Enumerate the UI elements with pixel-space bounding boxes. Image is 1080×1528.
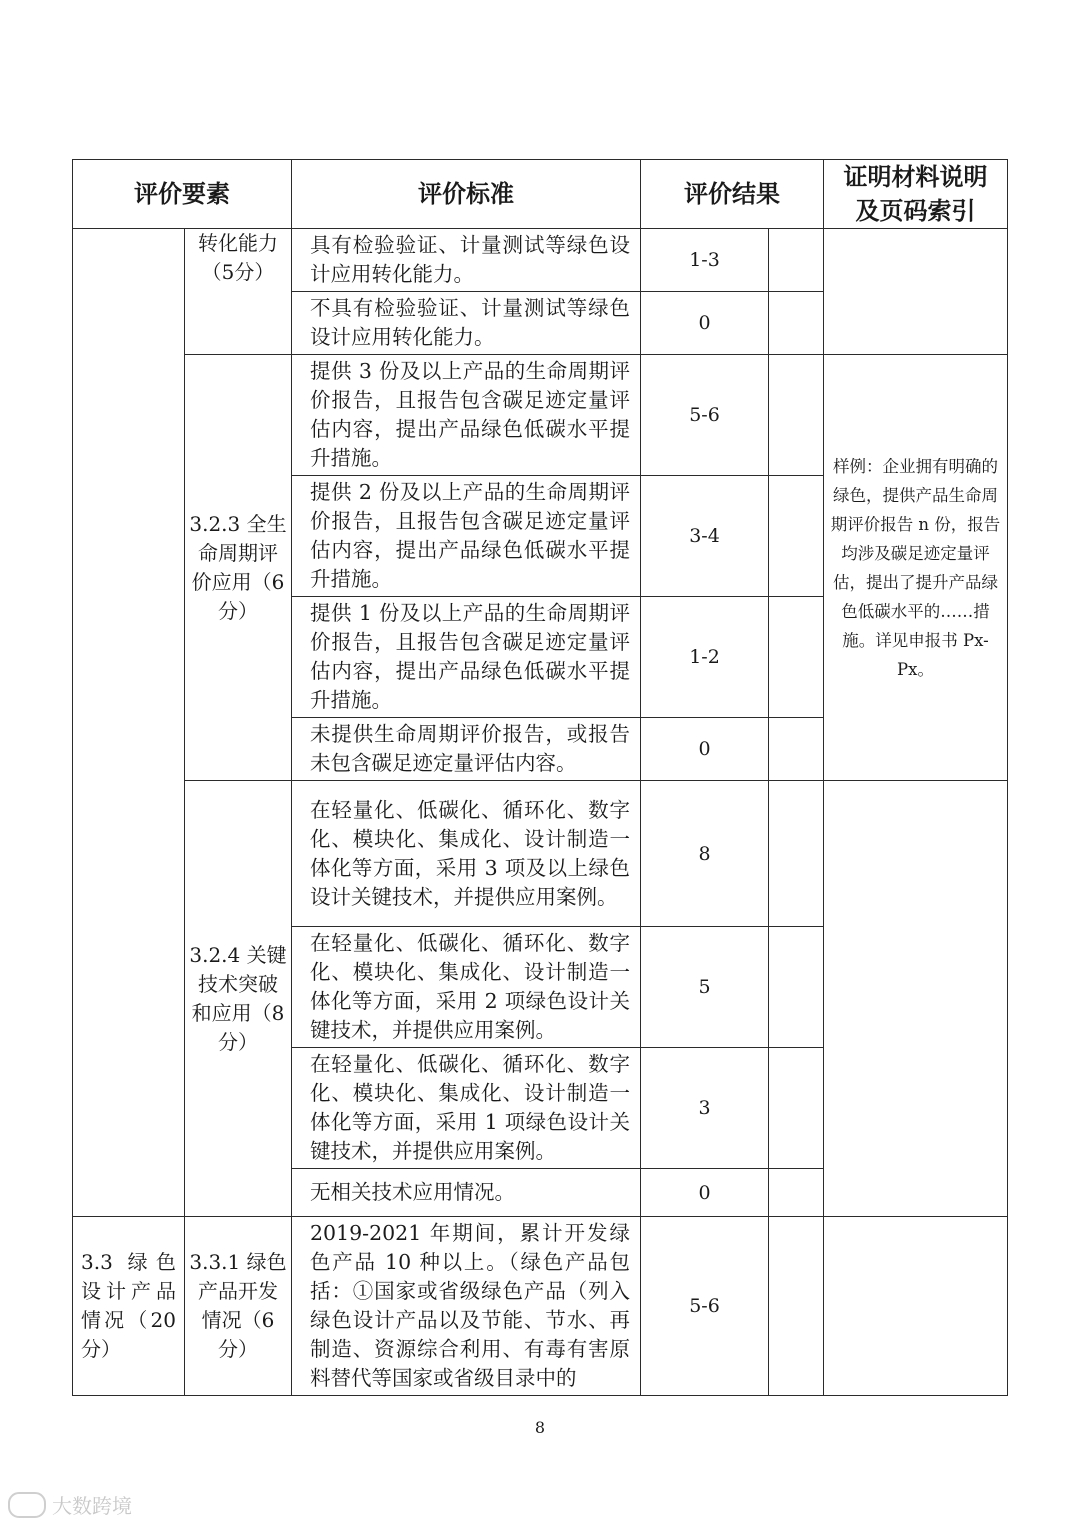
header-row: [73, 160, 1008, 229]
standard-cell: 提供 3 份及以上产品的生命周期评价报告，且报告包含碳足迹定量评估内容，提出产品绿色低碳水平提升措施。: [292, 355, 641, 476]
header-result: 评价结果: [641, 160, 824, 229]
result-input-cell[interactable]: [769, 781, 824, 927]
header-evidence: 证明材料说明及页码索引: [824, 160, 1008, 229]
score-cell: 5: [641, 927, 769, 1048]
result-input-cell[interactable]: [769, 292, 824, 355]
header-elements: 评价要素: [73, 160, 292, 229]
result-input-cell[interactable]: [769, 927, 824, 1048]
score-cell: 0: [641, 292, 769, 355]
standard-cell: 无相关技术应用情况。: [292, 1169, 641, 1217]
standard-cell: 在轻量化、低碳化、循环化、数字化、模块化、集成化、设计制造一体化等方面，采用 3 项及以上绿色设计关键技术，并提供应用案例。: [292, 781, 641, 927]
evidence-note: 样例：企业拥有明确的绿色，提供产品生命周期评价报告 n 份，报告均涉及碳足迹定量评估，提出了提升产品绿色低碳水平的……措施。详见申报书 Px-Px。: [824, 355, 1008, 781]
score-cell: 0: [641, 1169, 769, 1217]
score-cell: 3-4: [641, 476, 769, 597]
score-cell: 5-6: [641, 355, 769, 476]
table-row: [73, 781, 1008, 927]
score-cell: 3: [641, 1048, 769, 1169]
table-row: [73, 355, 1008, 476]
score-cell: 1-2: [641, 597, 769, 718]
result-input-cell[interactable]: [769, 597, 824, 718]
category-cell: 3.2.3 全生命周期评价应用（6分）: [185, 355, 292, 781]
category-cell: 3.3.1 绿色产品开发情况（6分）: [185, 1217, 292, 1396]
lead-cell-empty: [73, 229, 185, 1217]
score-cell: 8: [641, 781, 769, 927]
standard-cell: 2019-2021 年期间，累计开发绿色产品 10 种以上。（绿色产品包括：①国家或省级绿色产品（列入绿色设计产品以及节能、节水、再制造、资源综合利用、有毒有害原料替代等国家或省级目录中的: [292, 1217, 641, 1396]
score-cell: 1-3: [641, 229, 769, 292]
header-standard: 评价标准: [292, 160, 641, 229]
category-cell: 3.2.4 关键技术突破和应用（8分）: [185, 781, 292, 1217]
standard-cell: 具有检验验证、计量测试等绿色设计应用转化能力。: [292, 229, 641, 292]
standard-cell: 在轻量化、低碳化、循环化、数字化、模块化、集成化、设计制造一体化等方面，采用 1 项绿色设计关键技术，并提供应用案例。: [292, 1048, 641, 1169]
page-number: 8: [534, 1418, 546, 1437]
score-cell: 5-6: [641, 1217, 769, 1396]
evaluation-table: [72, 159, 1008, 1396]
result-input-cell[interactable]: [769, 355, 824, 476]
result-input-cell[interactable]: [769, 1217, 824, 1396]
standard-cell: 提供 2 份及以上产品的生命周期评价报告，且报告包含碳足迹定量评估内容，提出产品绿色低碳水平提升措施。: [292, 476, 641, 597]
result-input-cell[interactable]: [769, 1048, 824, 1169]
lead-category-cell: 3.3 绿色设计产品情况（20分）: [73, 1217, 185, 1396]
standard-cell: 在轻量化、低碳化、循环化、数字化、模块化、集成化、设计制造一体化等方面，采用 2 项绿色设计关键技术，并提供应用案例。: [292, 927, 641, 1048]
evidence-cell: [824, 1217, 1008, 1396]
evidence-cell: [824, 781, 1008, 1217]
table-row: [73, 1217, 1008, 1396]
evidence-cell: [824, 229, 1008, 355]
result-input-cell[interactable]: [769, 1169, 824, 1217]
score-cell: 0: [641, 718, 769, 781]
standard-cell: 不具有检验验证、计量测试等绿色设计应用转化能力。: [292, 292, 641, 355]
table-row: [73, 229, 1008, 292]
result-input-cell[interactable]: [769, 229, 824, 292]
result-input-cell[interactable]: [769, 476, 824, 597]
result-input-cell[interactable]: [769, 718, 824, 781]
standard-cell: 提供 1 份及以上产品的生命周期评价报告，且报告包含碳足迹定量评估内容，提出产品绿色低碳水平提升措施。: [292, 597, 641, 718]
category-cell: 转化能力（5分）: [185, 229, 292, 355]
watermark-logo-icon: [8, 1492, 46, 1518]
watermark: [8, 1490, 132, 1519]
watermark-text: 大数跨境: [52, 1494, 132, 1518]
standard-cell: 未提供生命周期评价报告，或报告未包含碳足迹定量评估内容。: [292, 718, 641, 781]
